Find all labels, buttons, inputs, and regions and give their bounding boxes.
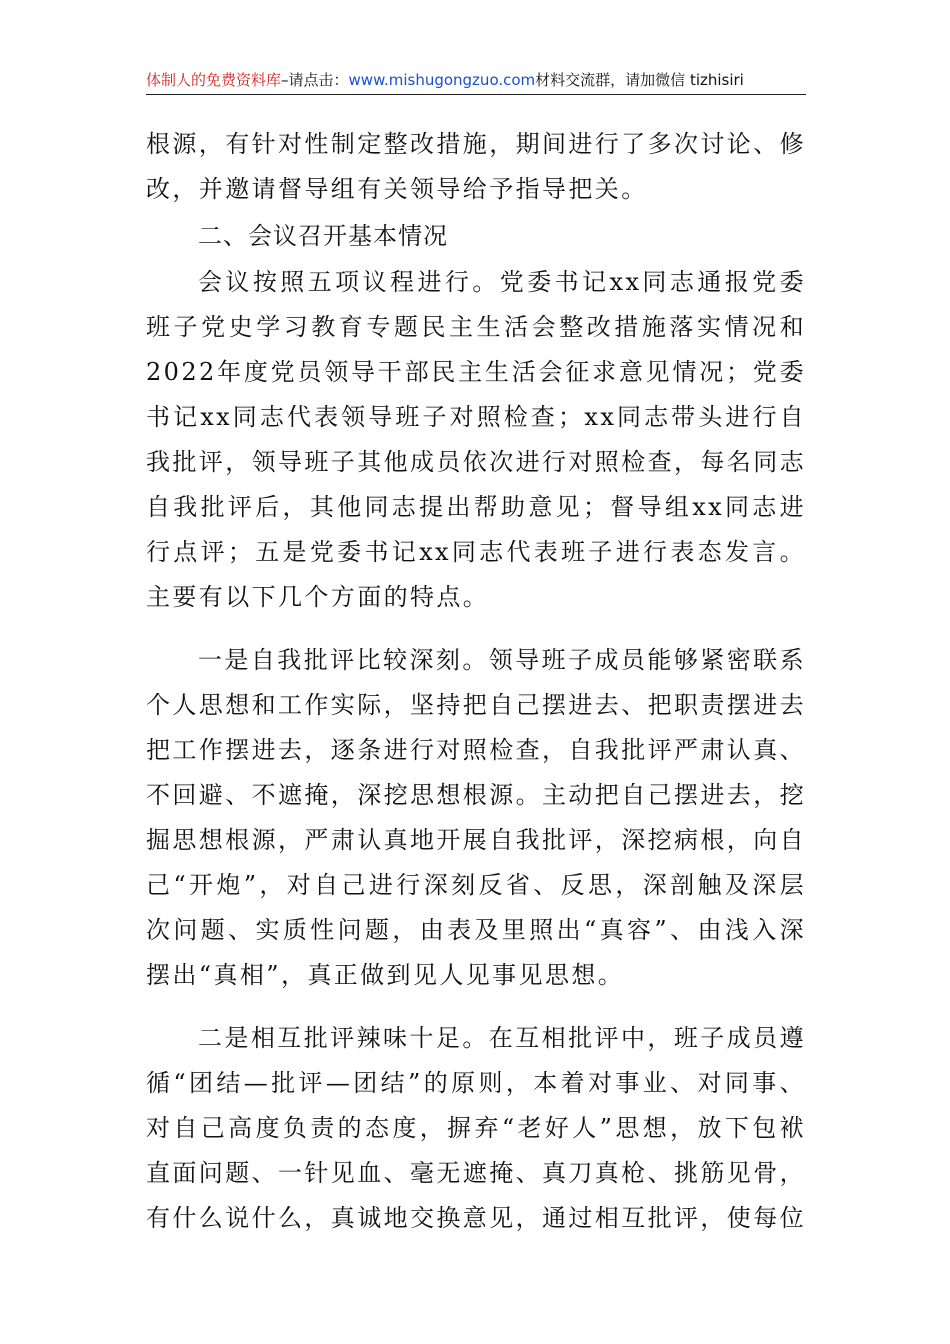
header-separator: –请点击： (281, 71, 349, 89)
paragraph-meeting-agenda: 会议按照五项议程进行。党委书记xx同志通报党委班子党史学习教育专题民主生活会整改措施落实情况和2022年度党员领导干部民主生活会征求意见情况；党委书记xx同志代表领导班子对照检查；xx同志带头进行自我批评，领导班子其他成员依次进行对照检查，每名同志自我批评后，其他同志提出帮助意见；督导组xx同志进行点评；五是党委书记xx同志代表班子进行表态发言。主要有以下几个方面的特点。 (146, 268, 806, 611)
paragraph-mutual-criticism: 二是相互批评辣味十足。在互相批评中，班子成员遵循“团结—批评—团结”的原则，本着对事业、对同事、对自己高度负责的态度，摒弃“老好人”思想，放下包袱直面问题、一针见血、毫无遮掩、真刀真枪、挑筋见骨，有什么说什么，真诚地交换意见，通过相互批评，使每位 (146, 1024, 806, 1232)
header-link[interactable]: www.mishugongzuo.com (348, 71, 536, 89)
header-brand: 体制人的免费资料库 (146, 71, 282, 89)
header-tail: 材料交流群，请加微信 tizhisiri (535, 71, 744, 89)
section-heading: 二、会议召开基本情况 (198, 222, 448, 250)
page-header (146, 68, 806, 95)
document-body (146, 122, 806, 1241)
paragraph-self-criticism: 一是自我批评比较深刻。领导班子成员能够紧密联系个人思想和工作实际，坚持把自己摆进去、把职责摆进去把工作摆进去，逐条进行对照检查，自我批评严肃认真、不回避、不遮掩，深挖思想根源。主动把自己摆进去，挖掘思想根源，严肃认真地开展自我批评，深挖病根，向自己“开炮”，对自己进行深刻反省、反思，深剖触及深层次问题、实质性问题，由表及里照出“真容”、由浅入深摆出“真相”，真正做到见人见事见思想。 (146, 646, 806, 989)
paragraph-continued: 根源，有针对性制定整改措施，期间进行了多次讨论、修改，并邀请督导组有关领导给予指导把关。 (146, 130, 806, 203)
